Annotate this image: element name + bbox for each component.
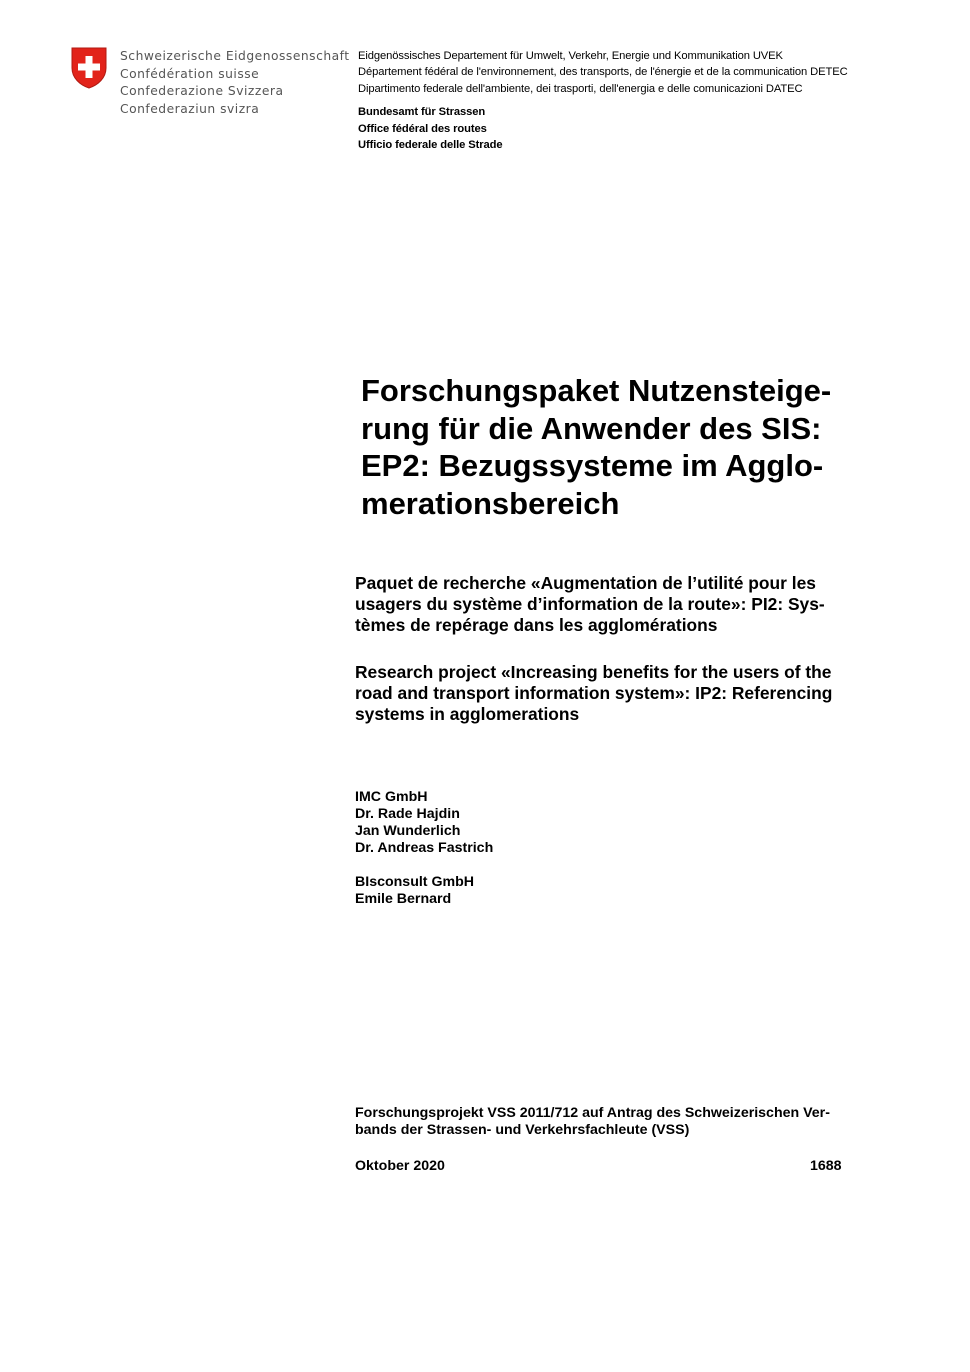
author-group-imc	[355, 789, 493, 857]
subtitle-french-line: Paquet de recherche «Augmentation de l’utilité pour les	[355, 573, 816, 593]
subtitle-french-line: tèmes de repérage dans les agglomérations	[355, 615, 718, 635]
report-title-line: EP2: Bezugssysteme im Agglo-	[361, 448, 824, 483]
department-line-fr: Département fédéral de l'environnement, des transports, de l'énergie et de la communication DETEC	[358, 66, 848, 79]
subtitle-english-line: Research project «Increasing benefits for the users of the	[355, 662, 832, 682]
project-note-line: bands der Strassen- und Verkehrsfachleute (VSS)	[355, 1122, 690, 1138]
project-note	[355, 1105, 830, 1139]
subtitle-french-line: usagers du système d’information de la route»: PI2: Sys-	[355, 594, 825, 614]
confederation-name-fr: Confédération suisse	[120, 66, 260, 81]
author-name: Dr. Rade Hajdin	[355, 806, 460, 822]
confederation-names	[120, 48, 350, 118]
department-header	[358, 48, 848, 97]
publication-date: Oktober 2020	[355, 1158, 445, 1174]
report-title-line: Forschungspaket Nutzensteige-	[361, 373, 832, 408]
subtitle-english-line: road and transport information system»: IP2: Referencing	[355, 683, 833, 703]
author-group-bisconsult	[355, 874, 474, 908]
subtitle-english-line: systems in agglomerations	[355, 704, 580, 724]
author-name: Jan Wunderlich	[355, 823, 461, 839]
author-company: BIsconsult GmbH	[355, 874, 475, 890]
report-title-line: merationsbereich	[361, 485, 620, 521]
report-number: 1688	[810, 1158, 842, 1174]
confederation-name-it: Confederazione Svizzera	[120, 84, 284, 99]
confederation-name-de: Schweizerische Eidgenossenschaft	[120, 49, 350, 63]
subtitle-french	[355, 573, 875, 636]
author-name: Dr. Andreas Fastrich	[355, 840, 494, 856]
swiss-coat-of-arms-icon	[70, 46, 108, 90]
office-line-de: Bundesamt für Strassen	[358, 106, 486, 118]
department-line-it: Dipartimento federale dell'ambiente, dei trasporti, dell'energia e delle comunicazioni DATEC	[358, 82, 803, 95]
project-note-line: Forschungsprojekt VSS 2011/712 auf Antrag des Schweizerischen Ver-	[355, 1105, 830, 1121]
department-line-de: Eidgenössisches Departement für Umwelt, Verkehr, Energie und Kommunikation UVEK	[358, 50, 783, 62]
subtitle-english	[355, 662, 875, 725]
author-company: IMC GmbH	[355, 789, 428, 805]
report-title-line: rung für die Anwender des SIS:	[361, 410, 822, 446]
confederation-name-rm: Confederaziun svizra	[120, 101, 260, 116]
office-line-fr: Office fédéral des routes	[358, 122, 487, 135]
report-title	[361, 372, 881, 522]
author-name: Emile Bernard	[355, 891, 452, 907]
office-line-it: Ufficio federale delle Strade	[358, 139, 503, 152]
office-header	[358, 104, 502, 154]
